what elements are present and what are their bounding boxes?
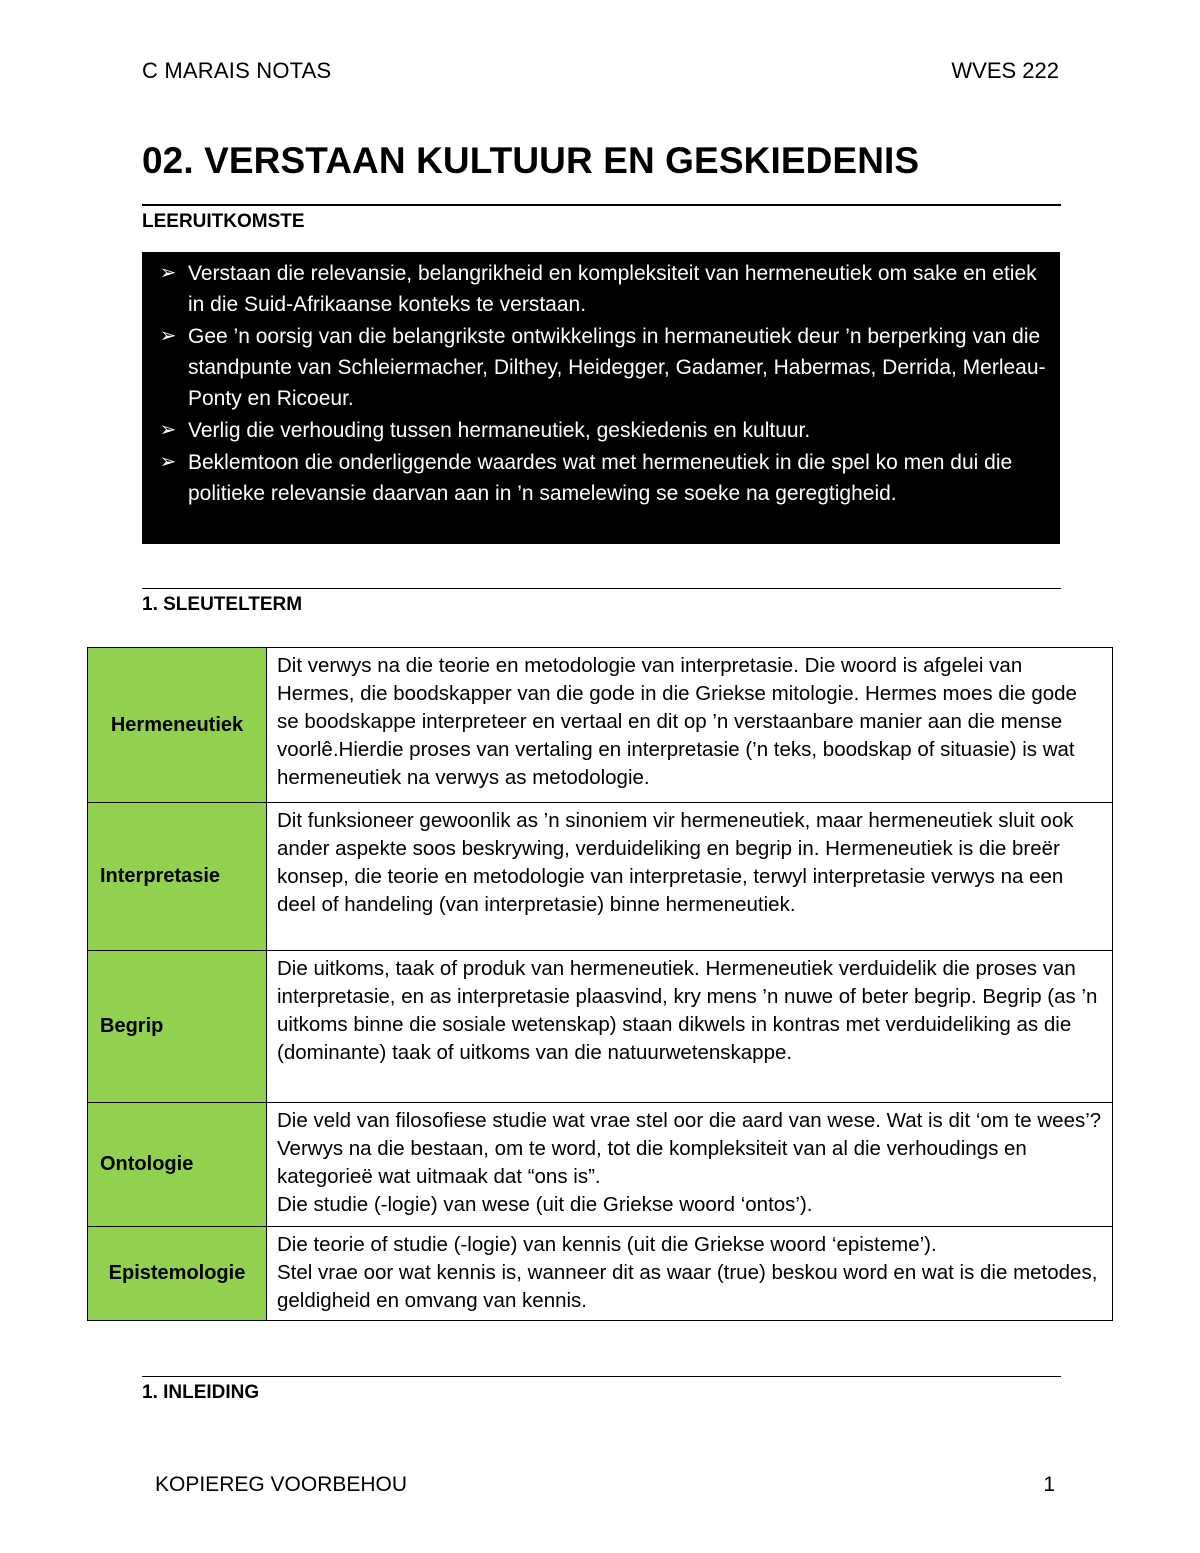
arrow-bullet-icon: ➢ — [159, 419, 177, 441]
term-cell: Ontologie — [88, 1103, 267, 1227]
key-terms-divider — [142, 588, 1061, 589]
definition-line: Die studie (-logie) van wese (uit die Griekse woord ‘ontos’). — [277, 1193, 813, 1216]
learning-outcome-text: Gee ’n oorsig van die belangrikste ontwikkelings in hermaneutiek deur ’n berperking van die standpunte van Schleiermacher, Dilthey, Heidegger, Gadamer, Habermas, Derrida, Merleau-Ponty en Ricoeur. — [188, 325, 1046, 410]
term-cell: Begrip — [88, 951, 267, 1103]
introduction-divider — [142, 1376, 1061, 1377]
learning-outcomes-box — [142, 252, 1060, 544]
learning-outcome-item — [156, 321, 1050, 414]
table-row — [88, 648, 1113, 803]
header-course-notes: C MARAIS NOTAS — [142, 58, 332, 83]
arrow-bullet-icon: ➢ — [159, 325, 177, 347]
learning-outcome-item — [156, 258, 1050, 320]
definition-cell: Dit verwys na die teorie en metodologie van interpretasie. Die woord is afgelei van Hermes, die boodskapper van die gode in die Griekse mitologie. Hermes moes die gode se boodskappe interpreteer en vertaal en dit op ’n verstaanbare manier aan die mense voorlê.Hierdie proses van vertaling en interpretasie (’n teks, boodskap of situasie) is wat hermeneutiek na verwys as metodologie. — [267, 648, 1113, 803]
definition-cell: Die uitkoms, taak of produk van hermeneutiek. Hermeneutiek verduidelik die proses van interpretasie, en as interpretasie plaasvind, kry mens ’n nuwe of beter begrip. Begrip (as ’n uitkoms binne die sosiale wetenskap) staan dikwels in kontras met verduideliking as die (dominante) taak of uitkoms van die natuurwetenskappe. — [267, 951, 1113, 1103]
definition-cell: Dit funksioneer gewoonlik as ’n sinoniem vir hermeneutiek, maar hermeneutiek sluit ook ander aspekte soos beskrywing, verduideliking en begrip in. Hermeneutiek is die breër konsep, die teorie en metodologie van interpretasie, terwyl interpretasie verwys na een deel of handeling (van interpretasie) binne hermeneutiek. — [267, 803, 1113, 951]
table-row — [88, 1103, 1113, 1227]
definition-cell — [267, 1103, 1113, 1227]
table-row — [88, 803, 1113, 951]
definition-line: Die teorie of studie (-logie) van kennis (uit die Griekse woord ‘episteme’). — [277, 1233, 937, 1256]
key-terms-heading: 1. SLEUTELTERM — [142, 594, 303, 615]
table-row — [88, 951, 1113, 1103]
learning-outcome-item — [156, 415, 1050, 446]
arrow-bullet-icon: ➢ — [159, 262, 177, 284]
header-course-code: WVES 222 — [951, 58, 1059, 83]
learning-outcome-item — [156, 447, 1050, 509]
term-cell: Interpretasie — [88, 803, 267, 951]
page-title: 02. VERSTAAN KULTUUR EN GESKIEDENIS — [142, 140, 920, 181]
term-cell: Epistemologie — [88, 1227, 267, 1321]
table-row — [88, 1227, 1113, 1321]
definition-cell — [267, 1227, 1113, 1321]
definition-line: Stel vrae oor wat kennis is, wanneer dit as waar (true) beskou word en wat is die metodes, geldigheid en omvang van kennis. — [277, 1261, 1098, 1312]
title-divider — [142, 204, 1061, 206]
arrow-bullet-icon: ➢ — [159, 451, 177, 473]
introduction-heading: 1. INLEIDING — [142, 1382, 260, 1403]
definition-line: Die veld van filosofiese studie wat vrae stel oor die aard van wese. Wat is dit ‘om te wees’? Verwys na die bestaan, om te word, tot die kompleksiteit van al die verhoudings en kategorieë wat uitmaak dat “ons is”. — [277, 1109, 1102, 1188]
learning-outcome-text: Verstaan die relevansie, belangrikheid en kompleksiteit van hermeneutiek om sake en etiek in die Suid-Afrikaanse konteks te verstaan. — [188, 262, 1037, 316]
footer-page-number: 1 — [1043, 1473, 1055, 1496]
learning-outcome-text: Verlig die verhouding tussen hermaneutiek, geskiedenis en kultuur. — [188, 419, 811, 442]
footer-copyright: KOPIEREG VOORBEHOU — [155, 1473, 408, 1496]
learning-outcomes-list — [156, 258, 1050, 509]
key-terms-table — [87, 647, 1113, 1321]
learning-outcomes-heading: LEERUITKOMSTE — [142, 211, 305, 232]
learning-outcome-text: Beklemtoon die onderliggende waardes wat met hermeneutiek in die spel ko men dui die politieke relevansie daarvan aan in ’n samelewing se soeke na geregtigheid. — [188, 451, 1013, 505]
term-cell: Hermeneutiek — [88, 648, 267, 803]
